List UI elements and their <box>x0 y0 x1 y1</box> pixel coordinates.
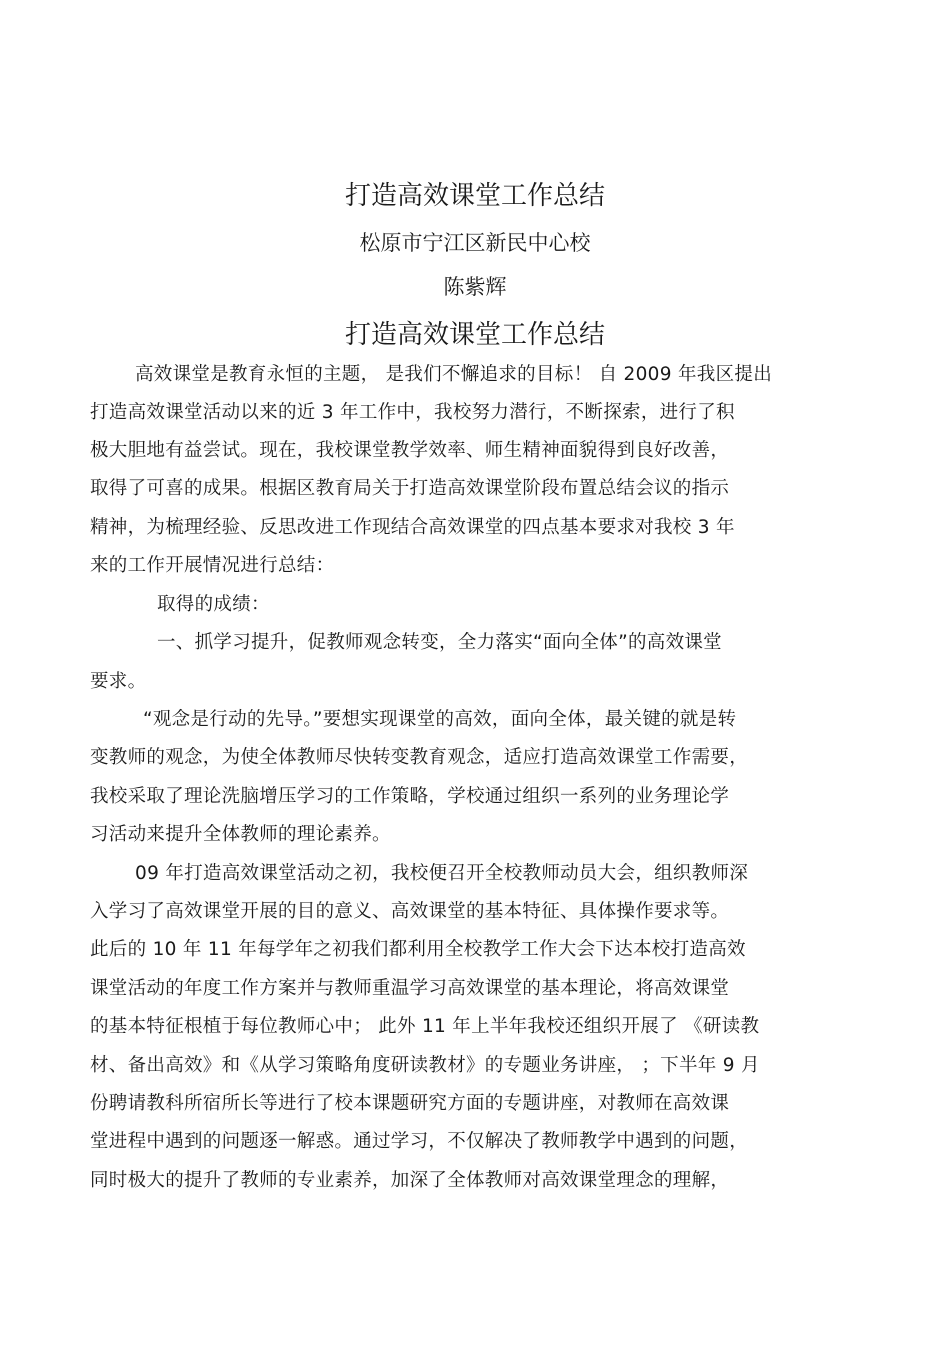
body-line: 精神，为梳理经验、反思改进工作现结合高效课堂的四点基本要求对我校 3 年 <box>90 517 735 538</box>
body-line: 堂进程中遇到的问题逐一解惑。通过学习，不仅解决了教师教学中遇到的问题， <box>90 1131 749 1152</box>
body-line: 09 年打造高效课堂活动之初，我校便召开全校教师动员大会，组织教师深 <box>135 863 749 884</box>
body-line: 的基本特征根植于每位教师心中； 此外 11 年上半年我校还组织开展了 《研读教 <box>90 1016 760 1037</box>
body-line: 要求。 <box>90 671 147 692</box>
body-line: 取得了可喜的成果。根据区教育局关于打造高效课堂阶段布置总结会议的指示 <box>90 478 730 499</box>
body-line: 材、备出高效》和《从学习策略角度研读教材》的专题业务讲座， ；下半年 9 月 <box>90 1055 760 1076</box>
body-line: 取得的成绩： <box>157 594 270 615</box>
body-line: 我校采取了理论洗脑增压学习的工作策略，学校通过组织一系列的业务理论学 <box>90 786 730 807</box>
body-line: 入学习了高效课堂开展的目的意义、高效课堂的基本特征、具体操作要求等。 <box>90 901 730 922</box>
school-name: 松原市宁江区新民中心校 <box>359 231 591 255</box>
author-name: 陈紫辉 <box>443 275 507 299</box>
body-line: 来的工作开展情况进行总结： <box>90 555 335 576</box>
body-line: 极大胆地有益尝试。现在，我校课堂教学效率、师生精神面貌得到良好改善， <box>90 440 730 461</box>
body-line: “观念是行动的先导。”要想实现课堂的高效，面向全体，最关键的就是转 <box>143 709 737 730</box>
body-line: 此后的 10 年 11 年每学年之初我们都利用全校教学工作大会下达本校打造高效 <box>90 939 746 960</box>
body-line: 变教师的观念，为使全体教师尽快转变教育观念，适应打造高效课堂工作需要， <box>90 747 749 768</box>
body-line: 习活动来提升全体教师的理论素养。 <box>90 824 391 845</box>
body-line: 打造高效课堂活动以来的近 3 年工作中，我校努力潜行，不断探索，进行了积 <box>90 402 735 423</box>
body-line: 高效课堂是教育永恒的主题， 是我们不懈追求的目标！ 自 2009 年我区提出 <box>135 364 773 385</box>
body-line: 份聘请教科所宿所长等进行了校本课题研究方面的专题讲座，对教师在高效课 <box>90 1093 730 1114</box>
body-line: 同时极大的提升了教师的专业素养，加深了全体教师对高效课堂理念的理解， <box>90 1170 730 1191</box>
body-line: 课堂活动的年度工作方案并与教师重温学习高效课堂的基本理论，将高效课堂 <box>90 978 730 999</box>
section-heading: 打造高效课堂工作总结 <box>344 320 605 350</box>
document-title: 打造高效课堂工作总结 <box>344 181 605 211</box>
body-line: 一、抓学习提升，促教师观念转变，全力落实“面向全体”的高效课堂 <box>157 632 722 653</box>
